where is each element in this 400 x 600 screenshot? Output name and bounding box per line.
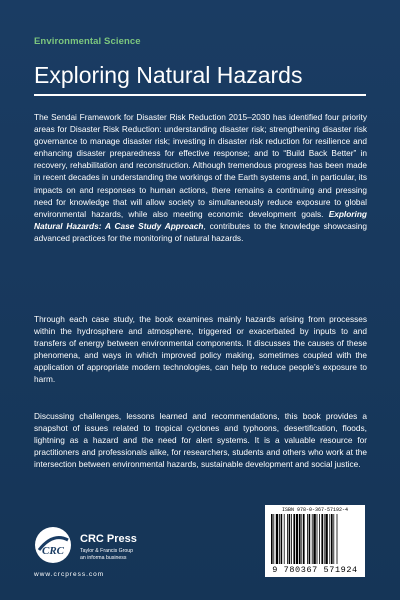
isbn-digits: 9 780367 571924 bbox=[272, 565, 358, 575]
book-title: Exploring Natural Hazards bbox=[34, 62, 303, 88]
publisher-group bbox=[80, 548, 133, 561]
series-label: Environmental Science bbox=[34, 36, 141, 47]
title-divider bbox=[34, 94, 366, 96]
blurb-paragraph-2: Through each case study, the book examines mainly hazards arising from processes within the hydrosphere and atmosphere, triggered or exacerbated by inputs to and transfers of energy between environmental components. It discusses the causes of these phenomena, and ways in which improved policy making, sometimes coupled with the application of appropriate modern technologies, can help to reduce people’s exposure to harm. bbox=[34, 314, 367, 385]
barcode-icon bbox=[271, 514, 359, 564]
isbn-label: ISBN 978-0-367-57192-4 bbox=[281, 507, 348, 513]
publisher-line-2: an informa business bbox=[80, 554, 127, 561]
publisher-name: CRC Press bbox=[80, 533, 137, 545]
crc-logo-icon bbox=[34, 526, 72, 564]
blurb-p1-text-a: The Sendai Framework for Disaster Risk Reduction 2015–2030 has identified four priority areas for Disaster Risk Reduction: understanding disaster risk; strengthening disaster risk governance to manage disaster risk; investing in disaster risk reduction for resilience and enhancing disaster preparedness for effective response; and to “Build Back Better” in recovery, rehabilitation and reconstruction. Although tremendous progress has been made in recent decades in understanding the workings of the Earth systems and, in particular, its impacts on and responses to human actions, there remains a continuing and pressing need for knowledge that will allow society to simultaneously reduce exposure to global environmental hazards, while also meeting economic development goals. bbox=[34, 112, 367, 219]
publisher-website: www.crcpress.com bbox=[34, 571, 105, 578]
blurb-paragraph-3: Discussing challenges, lessons learned and recommendations, this book provides a snapshot of issues related to tropical cyclones and typhoons, desertification, floods, lightning as a hazard and the need for alert systems. It is a valuable resource for practitioners and professionals alike, for researchers, students and others who work at the intersection between environmental hazards, sustainable development and social justice. bbox=[34, 411, 367, 470]
publisher-line-1: Taylor & Francis Group bbox=[80, 548, 134, 554]
barcode-panel bbox=[265, 505, 365, 577]
blurb-book-title: Exploring Natural Hazards: A Case Study Approach bbox=[34, 208, 367, 231]
blurb-paragraph-1 bbox=[34, 111, 367, 244]
blurb-p1-text-b: , contributes to the knowledge showcasing advanced practices for the monitoring of natural hazards. bbox=[34, 220, 367, 243]
crc-logo-text: CRC bbox=[41, 545, 65, 557]
